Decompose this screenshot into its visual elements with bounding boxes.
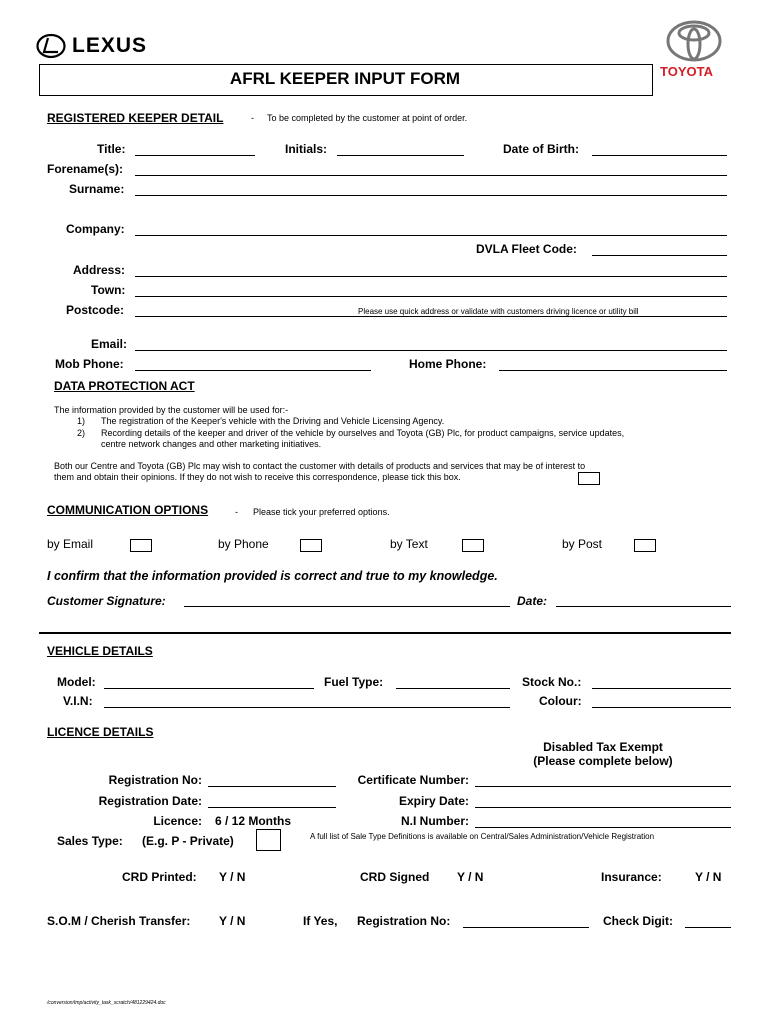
if-yes-label: If Yes, xyxy=(303,914,338,928)
model-label: Model: xyxy=(57,675,96,689)
registration-date-label: Registration Date: xyxy=(98,794,202,808)
home-phone-label: Home Phone: xyxy=(409,357,487,371)
registration-date-field[interactable] xyxy=(208,807,336,808)
dpa-item2-b: centre network changes and other marketing initiatives. xyxy=(101,439,322,449)
disabled-tax-title: Disabled Tax Exempt xyxy=(543,740,663,754)
insurance-label: Insurance: xyxy=(601,870,662,884)
by-phone-label: by Phone xyxy=(218,537,269,551)
opt-out-checkbox[interactable] xyxy=(578,472,600,485)
crd-signed-value[interactable]: Y / N xyxy=(457,870,484,884)
colour-field[interactable] xyxy=(592,707,731,708)
dvla-label: DVLA Fleet Code: xyxy=(476,242,577,256)
check-digit-field[interactable] xyxy=(685,927,731,928)
lexus-wordmark: LEXUS xyxy=(72,34,148,57)
crd-printed-label: CRD Printed: xyxy=(122,870,197,884)
expiry-date-label: Expiry Date: xyxy=(398,794,469,808)
confirm-date-field[interactable] xyxy=(556,606,731,607)
title-field[interactable] xyxy=(135,155,255,156)
confirm-date-label: Date: xyxy=(517,594,548,608)
certificate-number-field[interactable] xyxy=(475,786,731,787)
insurance-value[interactable]: Y / N xyxy=(695,870,722,884)
sales-type-example: (E.g. P - Private) xyxy=(142,834,234,848)
stock-no-label: Stock No.: xyxy=(522,675,582,689)
som-transfer-label: S.O.M / Cherish Transfer: xyxy=(47,914,191,928)
dob-label: Date of Birth: xyxy=(503,142,579,156)
dpa-item1-num: 1) xyxy=(77,416,86,426)
by-email-checkbox[interactable] xyxy=(130,539,152,552)
town-label: Town: xyxy=(91,283,126,297)
expiry-date-field[interactable] xyxy=(475,807,731,808)
email-field[interactable] xyxy=(135,350,727,351)
dpa-section-title: DATA PROTECTION ACT xyxy=(54,379,195,393)
postcode-note: Please use quick address or validate with customers driving licence or utility bill xyxy=(358,307,639,316)
sales-type-field[interactable] xyxy=(256,829,281,851)
by-post-checkbox[interactable] xyxy=(634,539,656,552)
stock-no-field[interactable] xyxy=(592,688,731,689)
toyota-emblem-icon xyxy=(666,20,722,62)
registration-no-label: Registration No: xyxy=(108,773,202,787)
forenames-field[interactable] xyxy=(135,175,727,176)
initials-label: Initials: xyxy=(285,142,328,156)
address-label: Address: xyxy=(73,263,126,277)
certificate-number-label: Certificate Number: xyxy=(357,773,469,787)
model-field[interactable] xyxy=(104,688,314,689)
dpa-contact-b: them and obtain their opinions. If they do not wish to receive this correspondence, please tick this box. xyxy=(54,472,461,482)
crd-signed-label: CRD Signed xyxy=(360,870,430,884)
vin-field[interactable] xyxy=(104,707,510,708)
town-field[interactable] xyxy=(135,296,727,297)
crd-printed-value[interactable]: Y / N xyxy=(219,870,246,884)
disabled-tax-note: (Please complete below) xyxy=(533,754,673,768)
dob-field[interactable] xyxy=(592,155,727,156)
keeper-dash: - xyxy=(251,113,254,123)
som-transfer-value[interactable]: Y / N xyxy=(219,914,246,928)
keeper-section-title: REGISTERED KEEPER DETAIL xyxy=(47,111,224,125)
comms-note: Please tick your preferred options. xyxy=(253,507,390,517)
licence-label: Licence: xyxy=(153,814,202,828)
dpa-contact-a: Both our Centre and Toyota (GB) Plc may wish to contact the customer with details of products and services that may be of interest to xyxy=(54,461,586,471)
by-text-label: by Text xyxy=(390,537,428,551)
toyota-wordmark: TOYOTA xyxy=(660,64,713,79)
initials-field[interactable] xyxy=(337,155,464,156)
footer-file-path: /conversion/tmp/activity_task_scratch/481229424.doc xyxy=(47,1000,166,1006)
toyota-logo xyxy=(660,20,740,80)
by-post-label: by Post xyxy=(562,537,603,551)
transfer-registration-no-label: Registration No: xyxy=(357,914,451,928)
fuel-type-label: Fuel Type: xyxy=(324,675,384,689)
licence-section-title: LICENCE DETAILS xyxy=(47,725,154,739)
dvla-field[interactable] xyxy=(592,255,727,256)
signature-field[interactable] xyxy=(184,606,510,607)
title-label: Title: xyxy=(97,142,126,156)
email-label: Email: xyxy=(91,337,128,351)
address-field[interactable] xyxy=(135,276,727,277)
section-divider xyxy=(39,632,731,634)
sales-type-label: Sales Type: xyxy=(57,834,123,848)
transfer-registration-no-field[interactable] xyxy=(463,927,589,928)
mob-phone-label: Mob Phone: xyxy=(55,357,124,371)
check-digit-label: Check Digit: xyxy=(603,914,674,928)
ni-number-field[interactable] xyxy=(475,827,731,828)
sales-type-note: A full list of Sale Type Definitions is available on Central/Sales Administration/Vehicle Registration xyxy=(310,832,655,841)
dpa-intro: The information provided by the customer will be used for:- xyxy=(54,405,289,415)
dpa-item2-a: Recording details of the keeper and driver of the vehicle by ourselves and Toyota (GB) Plc, for product campaigns, service updates, xyxy=(101,428,625,438)
by-email-label: by Email xyxy=(47,537,94,551)
registration-no-field[interactable] xyxy=(208,786,336,787)
comms-dash: - xyxy=(235,507,238,517)
keeper-note: To be completed by the customer at point of order. xyxy=(267,113,468,123)
lexus-emblem-icon xyxy=(36,33,66,59)
dpa-item1: The registration of the Keeper's vehicle with the Driving and Vehicle Licensing Agency. xyxy=(101,416,445,426)
fuel-type-field[interactable] xyxy=(396,688,510,689)
form-title: AFRL KEEPER INPUT FORM xyxy=(229,69,461,88)
comms-section-title: COMMUNICATION OPTIONS xyxy=(47,503,209,517)
vehicle-section-title: VEHICLE DETAILS xyxy=(47,644,153,658)
forenames-label: Forename(s): xyxy=(47,162,124,176)
postcode-label: Postcode: xyxy=(66,303,125,317)
dpa-item2-num: 2) xyxy=(77,428,86,438)
licence-value: 6 / 12 Months xyxy=(215,814,292,828)
mob-phone-field[interactable] xyxy=(135,370,371,371)
postcode-field[interactable] xyxy=(135,316,727,317)
lexus-logo xyxy=(36,33,176,59)
surname-label: Surname: xyxy=(69,182,125,196)
confirm-statement: I confirm that the information provided is correct and true to my knowledge. xyxy=(47,569,498,583)
vin-label: V.I.N: xyxy=(63,694,93,708)
by-text-checkbox[interactable] xyxy=(462,539,484,552)
signature-label: Customer Signature: xyxy=(47,594,166,608)
company-field[interactable] xyxy=(135,235,727,236)
surname-field[interactable] xyxy=(135,195,727,196)
company-label: Company: xyxy=(66,222,125,236)
home-phone-field[interactable] xyxy=(499,370,727,371)
by-phone-checkbox[interactable] xyxy=(300,539,322,552)
ni-number-label: N.I Number: xyxy=(400,814,469,828)
colour-label: Colour: xyxy=(539,694,582,708)
